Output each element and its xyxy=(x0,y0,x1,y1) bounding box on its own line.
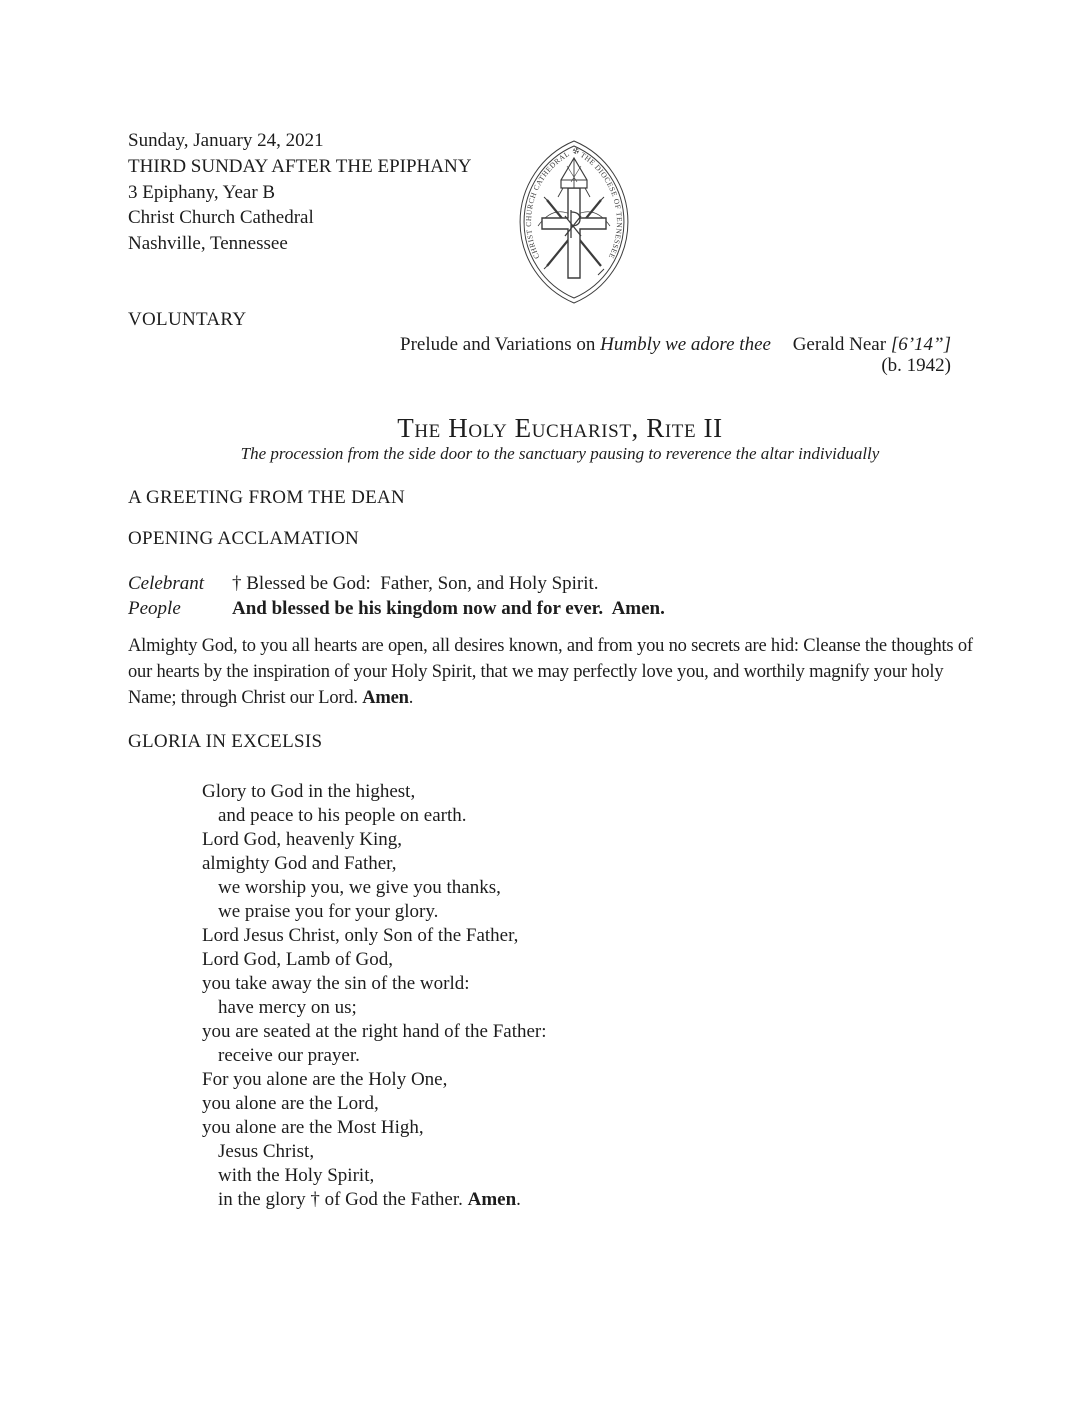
poem-line-text: Jesus Christ, xyxy=(218,1141,315,1162)
poem-line-text: and peace to his people on earth. xyxy=(218,805,467,826)
poem-line-text: Lord God, heavenly King, xyxy=(202,829,402,850)
voluntary-music-line xyxy=(128,334,951,386)
poem-line-text: Glory to God in the highest, xyxy=(202,781,416,802)
poem-line-text: you alone are the Lord, xyxy=(202,1093,379,1114)
poem-line xyxy=(202,828,547,852)
cathedral-seal-icon xyxy=(517,138,631,306)
poem-line xyxy=(202,804,547,828)
cathedral-seal xyxy=(517,138,631,306)
collect-amen: Amen xyxy=(362,688,409,708)
poem-line-text: Lord Jesus Christ, only Son of the Father, xyxy=(202,925,519,946)
poem-line-text: we praise you for your glory. xyxy=(218,901,439,922)
seal-border-text: CHRIST CHURCH CATHEDRAL ✠ THE DIOCESE OF TENNESSEE xyxy=(524,145,625,261)
voluntary-composer-name: Gerald Near xyxy=(792,334,891,355)
versicle-row xyxy=(128,571,665,596)
header-lines xyxy=(128,128,471,257)
versicle-speaker: People xyxy=(128,598,181,619)
header-line: Nashville, Tennessee xyxy=(128,233,288,255)
versicle-response: † Blessed be God: Father, Son, and Holy Spirit. xyxy=(232,573,599,594)
gloria-heading: GLORIA IN EXCELSIS xyxy=(128,731,323,752)
poem-line xyxy=(202,1164,547,1188)
poem-line xyxy=(202,948,547,972)
poem-line-text: For you alone are the Holy One, xyxy=(202,1069,448,1090)
greeting-heading: A GREETING FROM THE DEAN xyxy=(128,487,406,508)
collect-paragraph xyxy=(128,633,994,711)
voluntary-heading: VOLUNTARY xyxy=(128,309,247,330)
poem-line-text: you are seated at the right hand of the Father: xyxy=(202,1021,547,1042)
header-line: Sunday, January 24, 2021 xyxy=(128,130,324,151)
poem-line xyxy=(202,1188,547,1212)
poem-line xyxy=(202,972,547,996)
poem-line-text: Lord God, Lamb of God, xyxy=(202,949,394,970)
gloria-poem xyxy=(202,780,547,1212)
service-rubric: The procession from the side door to the sanctuary pausing to reverence the altar individually xyxy=(240,444,880,463)
poem-line-text: we worship you, we give you thanks, xyxy=(218,877,501,898)
voluntary-composer-dates: (b. 1942) xyxy=(881,355,951,376)
poem-line xyxy=(202,996,547,1020)
poem-line xyxy=(202,1068,547,1092)
poem-line-text: you take away the sin of the world: xyxy=(202,973,470,994)
poem-line xyxy=(202,1140,547,1164)
header-line: Christ Church Cathedral xyxy=(128,207,314,229)
poem-after-amen: . xyxy=(516,1189,521,1210)
poem-line-text: almighty God and Father, xyxy=(202,853,397,874)
poem-line xyxy=(202,780,547,804)
versicle-speaker: Celebrant xyxy=(128,573,204,594)
poem-amen: Amen xyxy=(467,1189,517,1210)
poem-line xyxy=(202,900,547,924)
voluntary-piece-title: Humbly we adore thee xyxy=(600,334,771,355)
poem-line xyxy=(202,1044,547,1068)
versicle-row xyxy=(128,596,665,621)
voluntary-piece xyxy=(400,334,771,356)
poem-line-text: in the glory † of God the Father. xyxy=(218,1189,468,1210)
collect-after-amen: . xyxy=(408,688,414,708)
poem-line xyxy=(202,1020,547,1044)
poem-line xyxy=(202,1116,547,1140)
poem-line-text: you alone are the Most High, xyxy=(202,1117,424,1138)
voluntary-composer xyxy=(793,334,951,356)
versicles xyxy=(128,571,665,621)
voluntary-composer-duration: [6’14”] xyxy=(890,334,951,355)
poem-line xyxy=(202,924,547,948)
header-line: 3 Epiphany, Year B xyxy=(128,181,276,203)
poem-line xyxy=(202,852,547,876)
collect-text: Almighty God, to you all hearts are open, all desires known, and from you no secrets are hid: Cleanse the thoughts of our hearts by the inspiration of your Holy Spirit, that we may perfectly love you, and worthily magnify your holy Name; through Christ our Lord. xyxy=(128,636,973,708)
voluntary-piece-prefix: Prelude and Variations on xyxy=(400,334,601,355)
header-line: THIRD SUNDAY AFTER THE EPIPHANY xyxy=(128,155,472,177)
poem-line xyxy=(202,1092,547,1116)
opening-acclamation-heading: OPENING ACCLAMATION xyxy=(128,528,360,549)
poem-line-text: have mercy on us; xyxy=(218,997,357,1018)
poem-line-text: receive our prayer. xyxy=(218,1045,360,1066)
versicle-response: And blessed be his kingdom now and for ever. Amen. xyxy=(232,598,665,619)
service-title: The Holy Eucharist, Rite II xyxy=(397,413,723,443)
poem-line xyxy=(202,876,547,900)
poem-line-text: with the Holy Spirit, xyxy=(218,1165,375,1186)
